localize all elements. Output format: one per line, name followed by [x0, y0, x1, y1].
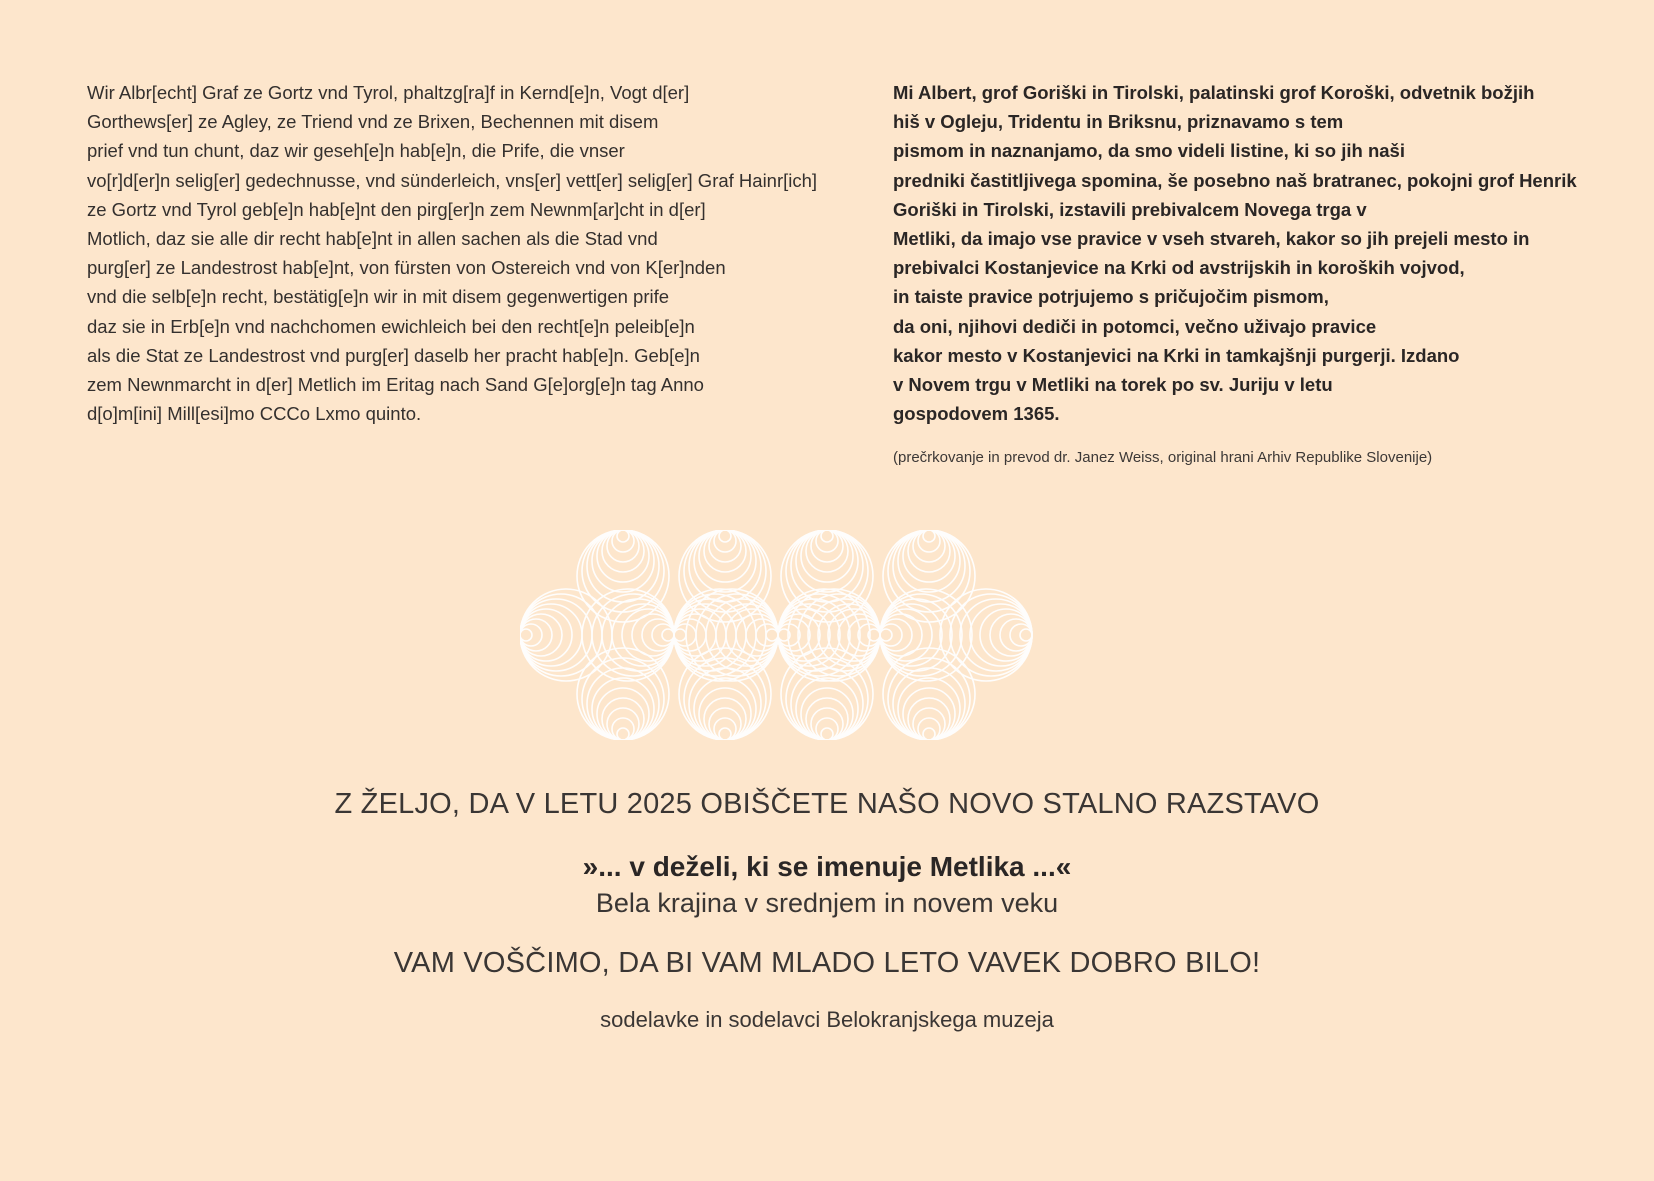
ornament-ring [778, 589, 870, 681]
original-text-line: Wir Albr[echt] Graf ze Gortz vnd Tyrol, phaltzg[ra]f in Kernd[e]n, Vogt d[er] [87, 82, 690, 103]
ornament-ring [686, 589, 778, 681]
translation-line: kakor mesto v Kostanjevici na Krki in tamkajšnji purgerji. Izdano [893, 344, 1460, 366]
new-year-wish: VAM VOŠČIMO, DA BI VAM MLADO LETO VAVEK DOBRO BILO! [393, 947, 1261, 979]
original-text-line: zem Newnmarcht in d[er] Metlich im Eritag nach Sand G[e]org[e]n tag Anno [87, 374, 704, 396]
ornament-ring [923, 530, 935, 542]
museum-signature: sodelavke in sodelavci Belokranjskega muzeja [600, 1007, 1054, 1032]
ornament-ring [642, 619, 674, 651]
ornament-ring [880, 619, 912, 651]
ornament-ring [582, 589, 674, 681]
ornament-decoration [520, 530, 1140, 740]
ornament-ring [880, 589, 972, 681]
original-text-line: als die Stat ze Landestrost vnd purg[er] daselb her pracht hab[e]n. Geb[e]n [87, 344, 700, 366]
ornament-ring [714, 718, 736, 740]
ornament-ring [880, 624, 902, 646]
ornament-ring [828, 609, 880, 661]
ornament-ring [699, 688, 751, 740]
exhibition-title: »... v deželi, ki se imenuje Metlika ...« [582, 851, 1072, 882]
ornament-ring [709, 708, 741, 740]
original-text-line: ze Gortz vnd Tyrol geb[e]n hab[e]nt den pirg[er]n zem Newnm[ar]cht in d[er] [87, 198, 706, 220]
translation-line: Mi Albert, grof Goriški in Tirolski, palatinski grof Koroški, odvetnik božjih [893, 82, 1535, 103]
ornament-ring [520, 619, 552, 651]
original-text-line: Gorthews[er] ze Agley, ze Triend vnd ze Brixen, Bechennen mit disem [87, 111, 659, 133]
ornament-ring [816, 530, 838, 552]
ornament-ring [756, 624, 778, 646]
translation-line: predniki častitljivega spomina, še posebno naš bratranec, pokojni grof Henrik [893, 169, 1577, 191]
exhibition-subtitle: Bela krajina v srednjem in novem veku [595, 888, 1059, 918]
ornament-ring [778, 609, 830, 661]
ornament-ring [980, 609, 1032, 661]
ornament-ring [746, 619, 778, 651]
ornament-ring [903, 688, 955, 740]
ornament-ring [913, 708, 945, 740]
ornament-ring [821, 728, 833, 740]
ornament-ring [940, 589, 1032, 681]
ornament-ring [597, 688, 649, 740]
ornament-ring [1000, 619, 1032, 651]
original-text-line: vnd die selb[e]n recht, bestätig[e]n wir in mit disem gegenwertigen prife [87, 286, 670, 308]
original-text-line: purg[er] ze Landestrost hab[e]nt, von fürsten von Ostereich vnd von K[er]nden [87, 257, 726, 279]
translation-line: Metliki, da imajo vse pravice v vseh stvareh, kakor so jih prejeli mesto in [893, 228, 1530, 250]
ornament-ring [719, 728, 731, 740]
ornament-ring [778, 619, 810, 651]
ornament-ring [520, 629, 532, 641]
ornament-ring [913, 530, 945, 562]
ornament-ring [612, 718, 634, 740]
ornament-ring [1010, 624, 1032, 646]
original-text-column [87, 78, 877, 428]
ornament-ring [674, 589, 766, 681]
ornament-ring [612, 530, 634, 552]
ornament-ring [520, 589, 612, 681]
translation-line: hiš v Ogleju, Tridentu in Briksnu, priznavamo s tem [893, 111, 1344, 133]
ornament-ring [788, 589, 880, 681]
translation-line: v Novem trgu v Metliki na torek po sv. Juriju v letu [893, 374, 1333, 396]
ornament-ring [597, 530, 649, 582]
original-text-line: Motlich, daz sie alle dir recht hab[e]nt in allen sachen als die Stad vnd [87, 228, 658, 250]
original-text-line: d[o]m[ini] Mill[esi]mo CCCo Lxmo quinto. [87, 403, 422, 425]
translation-column [893, 78, 1593, 428]
translation-line: prebivalci Kostanjevice na Krki od avstrijskih in koroških vojvod, [893, 257, 1465, 279]
original-text-line: prief vnd tun chunt, daz wir geseh[e]n hab[e]n, die Prife, die vnser [87, 140, 625, 162]
translation-line: pismom in naznanjamo, da smo videli listine, ki so jih naši [893, 140, 1405, 162]
ornament-ring [662, 629, 674, 641]
ornament-ring [709, 530, 741, 562]
translation-line: gospodovem 1365. [893, 403, 1060, 425]
ornament-ring [607, 530, 639, 562]
ornament-ring [811, 530, 843, 562]
ornament-ring [801, 530, 853, 582]
translation-line: Goriški in Tirolski, izstavili prebivalcem Novega trga v [893, 198, 1367, 220]
ornament-ring [607, 708, 639, 740]
ornament-ring [719, 530, 731, 542]
ornament-ring [880, 609, 932, 661]
translation-line: da oni, njihovi dediči in potomci, večno uživajo pravice [893, 315, 1377, 337]
ornament-ring [674, 619, 706, 651]
ornament-ring [674, 629, 686, 641]
ornament-ring [811, 708, 843, 740]
ornament-ring [880, 629, 892, 641]
ornament-ring [918, 530, 940, 552]
ornament-ring [918, 718, 940, 740]
original-text-line: daz sie in Erb[e]n vnd nachchomen ewichleich bei den recht[e]n peleib[e]n [87, 315, 695, 337]
translation-credit-note: (prečrkovanje in prevod dr. Janez Weiss, original hrani Arhiv Republike Slovenije) [893, 449, 1433, 466]
ornament-ring [848, 619, 880, 651]
ornament-ring [1020, 629, 1032, 641]
ornament-ring [816, 718, 838, 740]
ornament-ring [801, 688, 853, 740]
ornament-ring [766, 629, 778, 641]
ornament-ring [903, 530, 955, 582]
original-text-line: vo[r]d[er]n selig[er] gedechnusse, vnd sünderleich, vns[er] vett[er] selig[er] Graf Hainr[ich] [87, 169, 818, 191]
exhibition-invitation-headline: Z ŽELJO, DA V LETU 2025 OBIŠČETE NAŠO NOVO STALNO RAZSTAVO [334, 788, 1320, 820]
ornament-ring [714, 530, 736, 552]
ornament-ring [520, 624, 542, 646]
ornament-ring [652, 624, 674, 646]
ornament-ring [622, 609, 674, 661]
ornament-ring [699, 530, 751, 582]
ornament-ring [821, 530, 833, 542]
ornament-ring [674, 624, 696, 646]
ornament-ring [617, 728, 629, 740]
translation-line: in taiste pravice potrjujemo s pričujočim pismom, [893, 286, 1329, 308]
ornament-ring [520, 609, 572, 661]
ornament-ring [923, 728, 935, 740]
ornament-ring [617, 530, 629, 542]
